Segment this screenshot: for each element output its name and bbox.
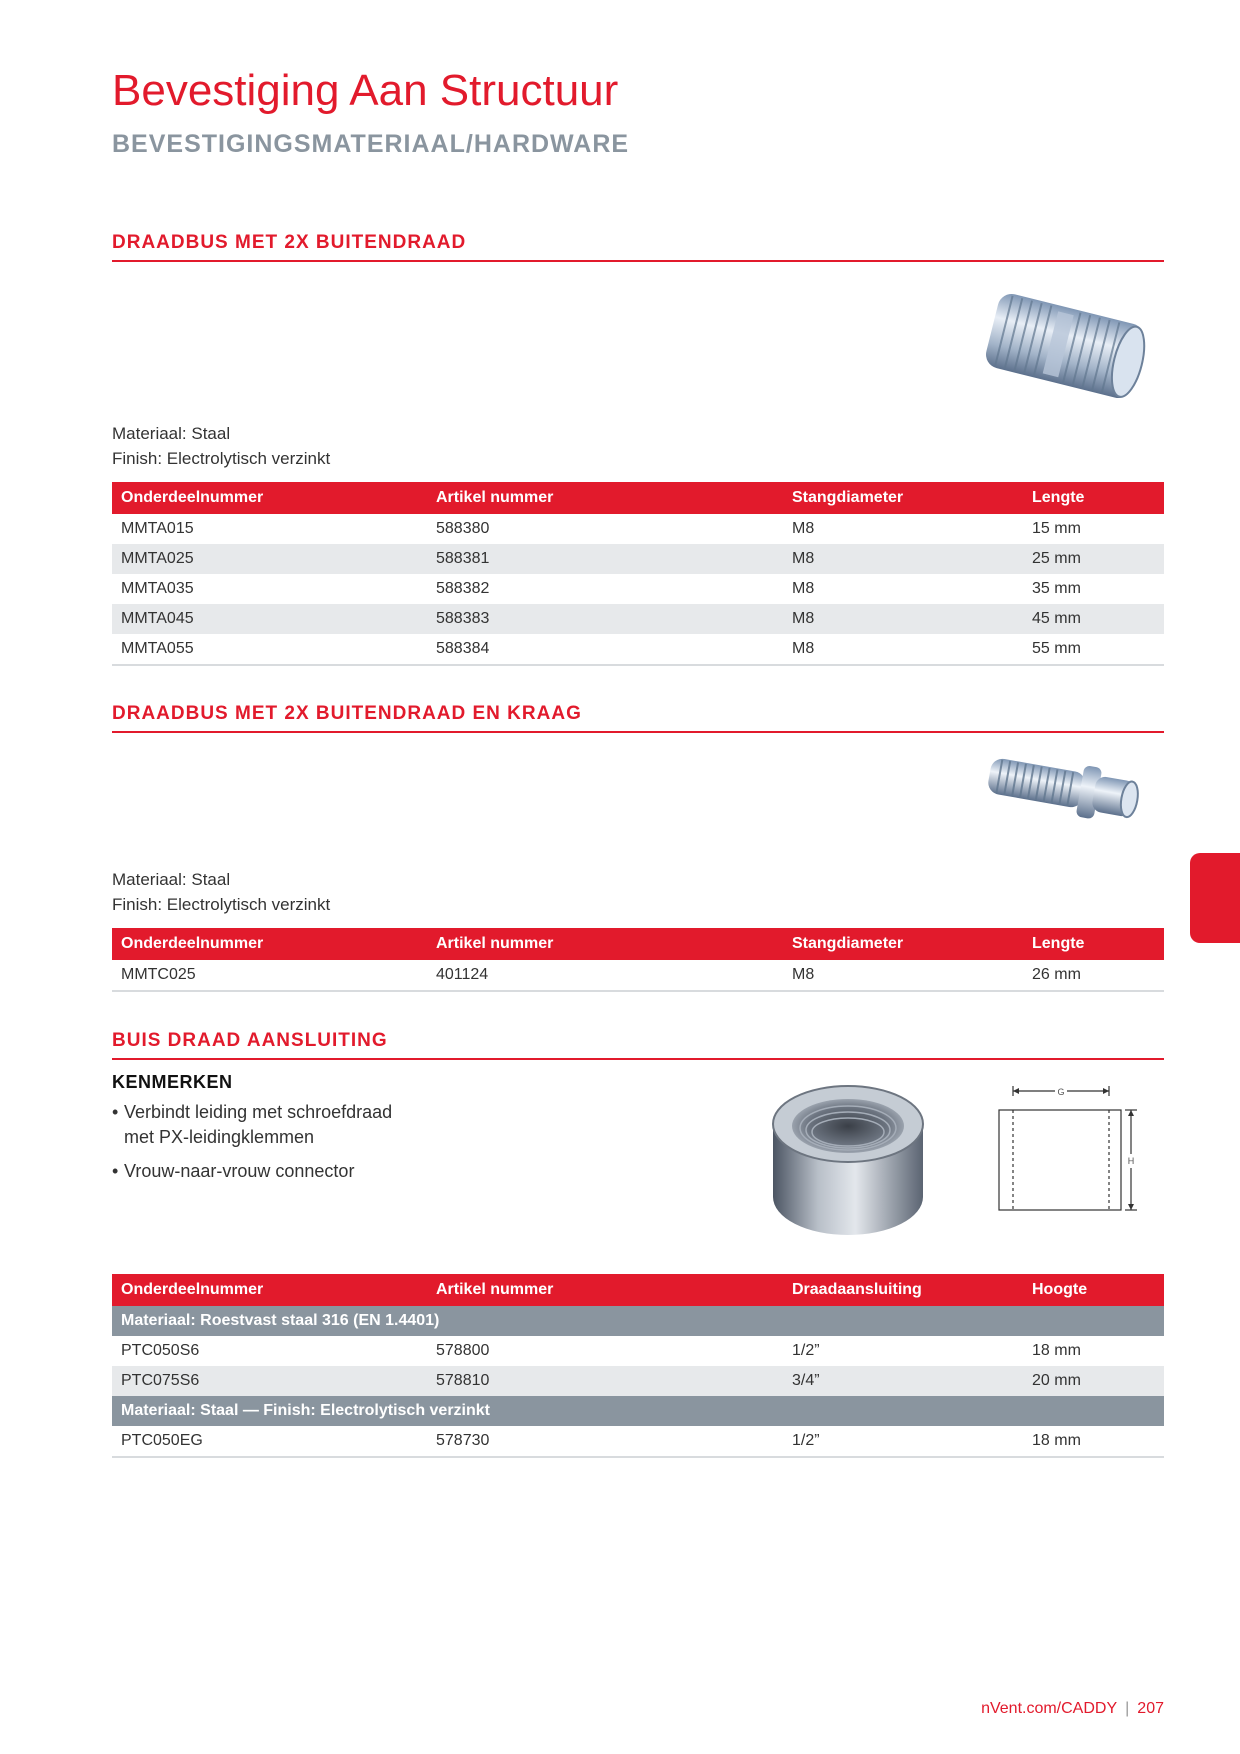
section-heading-2: DRAADBUS MET 2X BUITENDRAAD EN KRAAG (112, 695, 1164, 733)
dim-h-label: H (1127, 1156, 1135, 1166)
material-label: Materiaal: Staal (112, 424, 231, 443)
column-header: Stangdiameter (783, 482, 1023, 514)
section-heading-3: BUIS DRAAD AANSLUITING (112, 1022, 1164, 1060)
chapter-side-tab (1190, 853, 1240, 943)
column-header: Lengte (1023, 928, 1164, 960)
table-row: PTC075S6 578810 3/4” 20 mm (112, 1366, 1164, 1396)
column-header: Stangdiameter (783, 928, 1023, 960)
table-row: MMTA035 588382 M8 35 mm (121, 580, 1081, 597)
spec-table-2 (112, 928, 1164, 992)
threaded-coupler-image (980, 278, 1150, 413)
feature-bullet: • Vrouw-naar-vrouw connector (112, 1161, 355, 1181)
page-title: Bevestiging Aan Structuur (112, 66, 619, 115)
features-heading: KENMERKEN (112, 1072, 233, 1092)
material-label: Materiaal: Staal (112, 870, 231, 889)
table-row: PTC050EG 578730 1/2” 18 mm (112, 1426, 1164, 1457)
page-number: 207 (1137, 1700, 1164, 1717)
finish-label: Finish: Electrolytisch verzinkt (112, 895, 331, 914)
column-header: Artikel nummer (427, 1274, 783, 1306)
column-header: Onderdeelnummer (112, 482, 427, 514)
table-row: MMTA025 588381 M8 25 mm (112, 544, 1164, 574)
pipe-coupling-image (768, 1082, 928, 1242)
table-row: MMTA055 588384 M8 55 mm (112, 634, 1164, 665)
column-header: Lengte (1023, 482, 1164, 514)
column-header: Artikel nummer (427, 482, 783, 514)
table-row: PTC050S6 578800 1/2” 18 mm (121, 1342, 1081, 1359)
page-subtitle: BEVESTIGINGSMATERIAAL/HARDWARE (112, 130, 630, 158)
collar-coupler-image (980, 742, 1150, 838)
material-group-row: Materiaal: Staal — Finish: Electrolytisch verzinkt (112, 1396, 1164, 1426)
footer-url: nVent.com/CADDY (981, 1700, 1118, 1717)
table-row: MMTC025 401124 M8 26 mm (112, 960, 1164, 991)
finish-label: Finish: Electrolytisch verzinkt (112, 449, 331, 468)
dim-g-label: G (1057, 1087, 1065, 1097)
dimension-diagram (985, 1082, 1155, 1224)
column-header: Draadaansluiting (783, 1274, 1023, 1306)
spec-table-3 (112, 1274, 1164, 1458)
material-group-row: Materiaal: Roestvast staal 316 (EN 1.4401) (112, 1306, 1164, 1336)
spec-table-1 (112, 482, 1164, 666)
section-heading-1: DRAADBUS MET 2X BUITENDRAAD (112, 224, 1164, 262)
column-header: Onderdeelnummer (112, 928, 427, 960)
column-header: Hoogte (1023, 1274, 1164, 1306)
table-row: MMTA045 588383 M8 45 mm (112, 604, 1164, 634)
table-row: MMTA015 588380 M8 15 mm (121, 520, 1081, 537)
column-header: Artikel nummer (427, 928, 783, 960)
column-header: Onderdeelnummer (112, 1274, 427, 1306)
feature-bullet: • Verbindt leiding met schroefdraad met PX-leidingklemmen (112, 1102, 393, 1147)
page-footer: nVent.com/CADDY | 207 (981, 1700, 1164, 1717)
